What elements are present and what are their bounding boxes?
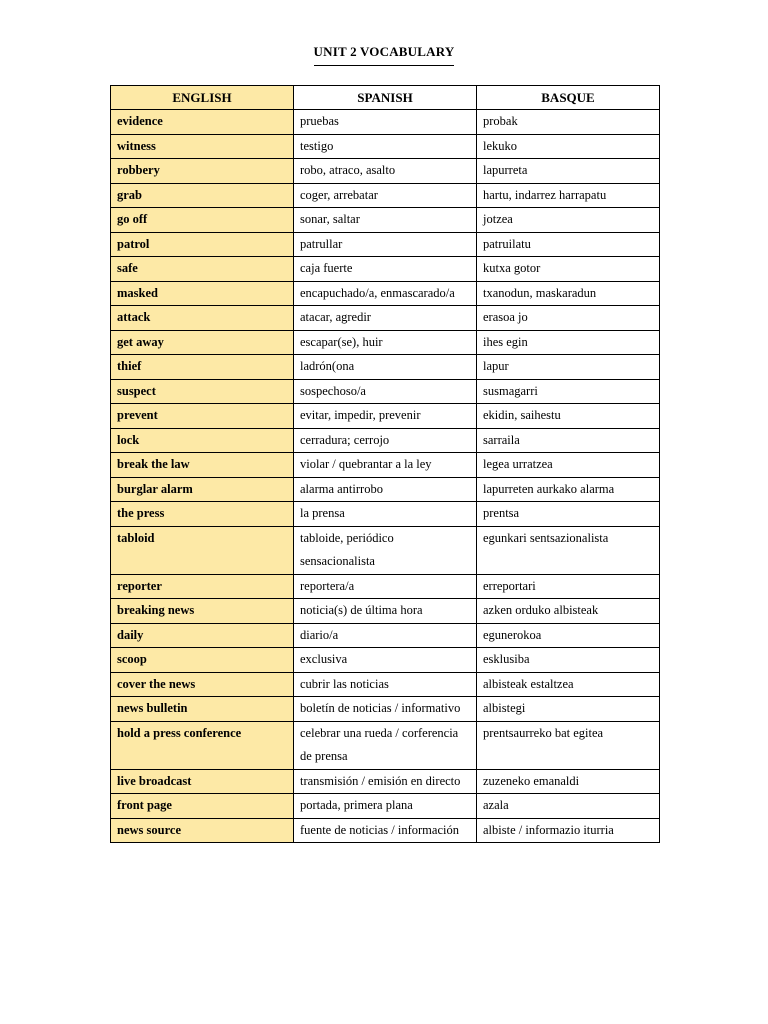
table-row xyxy=(111,404,660,429)
english-term: evidence xyxy=(111,110,294,135)
table-row xyxy=(111,183,660,208)
spanish-term: ladrón(ona xyxy=(294,355,477,380)
basque-term: zuzeneko emanaldi xyxy=(477,769,660,794)
spanish-term: la prensa xyxy=(294,502,477,527)
basque-term: txanodun, maskaradun xyxy=(477,281,660,306)
table-row xyxy=(111,794,660,819)
basque-term: ekidin, saihestu xyxy=(477,404,660,429)
spanish-term: boletín de noticias / informativo xyxy=(294,697,477,722)
spanish-term: sospechoso/a xyxy=(294,379,477,404)
basque-term: kutxa gotor xyxy=(477,257,660,282)
vocabulary-table xyxy=(110,85,660,843)
spanish-term: encapuchado/a, enmascarado/a xyxy=(294,281,477,306)
spanish-term: escapar(se), huir xyxy=(294,330,477,355)
spanish-term: patrullar xyxy=(294,232,477,257)
table-row xyxy=(111,330,660,355)
table-row xyxy=(111,159,660,184)
spanish-term: testigo xyxy=(294,134,477,159)
english-term: attack xyxy=(111,306,294,331)
basque-term: patruilatu xyxy=(477,232,660,257)
spanish-term: sonar, saltar xyxy=(294,208,477,233)
english-term: get away xyxy=(111,330,294,355)
page-title-text: UNIT 2 VOCABULARY xyxy=(314,44,455,66)
basque-term: probak xyxy=(477,110,660,135)
english-term: robbery xyxy=(111,159,294,184)
basque-term: erasoa jo xyxy=(477,306,660,331)
english-term: the press xyxy=(111,502,294,527)
table-row xyxy=(111,477,660,502)
header-basque: BASQUE xyxy=(477,86,660,110)
english-term: grab xyxy=(111,183,294,208)
table-row xyxy=(111,306,660,331)
basque-term: hartu, indarrez harrapatu xyxy=(477,183,660,208)
table-row xyxy=(111,818,660,843)
english-term: witness xyxy=(111,134,294,159)
table-row xyxy=(111,257,660,282)
basque-term: lapur xyxy=(477,355,660,380)
english-term: breaking news xyxy=(111,599,294,624)
english-term: patrol xyxy=(111,232,294,257)
header-row xyxy=(111,86,660,110)
table-row xyxy=(111,379,660,404)
english-term: thief xyxy=(111,355,294,380)
english-term: burglar alarm xyxy=(111,477,294,502)
table-row xyxy=(111,672,660,697)
english-term: daily xyxy=(111,623,294,648)
table-row xyxy=(111,502,660,527)
basque-term: albisteak estaltzea xyxy=(477,672,660,697)
english-term: news bulletin xyxy=(111,697,294,722)
basque-term: ihes egin xyxy=(477,330,660,355)
spanish-term: violar / quebrantar a la ley xyxy=(294,453,477,478)
table-row xyxy=(111,721,660,769)
english-term: safe xyxy=(111,257,294,282)
basque-term: prentsaurreko bat egitea xyxy=(477,721,660,769)
spanish-term: diario/a xyxy=(294,623,477,648)
basque-term: prentsa xyxy=(477,502,660,527)
english-term: cover the news xyxy=(111,672,294,697)
english-term: front page xyxy=(111,794,294,819)
spanish-term: celebrar una rueda / corferencia de prensa xyxy=(294,721,477,769)
table-row xyxy=(111,355,660,380)
basque-term: jotzea xyxy=(477,208,660,233)
basque-term: egunkari sentsazionalista xyxy=(477,526,660,574)
english-term: suspect xyxy=(111,379,294,404)
basque-term: lapurreten aurkako alarma xyxy=(477,477,660,502)
table-row xyxy=(111,599,660,624)
basque-term: legea urratzea xyxy=(477,453,660,478)
spanish-term: alarma antirrobo xyxy=(294,477,477,502)
english-term: news source xyxy=(111,818,294,843)
basque-term: azken orduko albisteak xyxy=(477,599,660,624)
basque-term: albiste / informazio iturria xyxy=(477,818,660,843)
english-term: tabloid xyxy=(111,526,294,574)
table-row xyxy=(111,134,660,159)
english-term: masked xyxy=(111,281,294,306)
spanish-term: evitar, impedir, prevenir xyxy=(294,404,477,429)
table-row xyxy=(111,648,660,673)
basque-term: lapurreta xyxy=(477,159,660,184)
english-term: break the law xyxy=(111,453,294,478)
english-term: prevent xyxy=(111,404,294,429)
basque-term: susmagarri xyxy=(477,379,660,404)
basque-term: lekuko xyxy=(477,134,660,159)
spanish-term: cubrir las noticias xyxy=(294,672,477,697)
basque-term: azala xyxy=(477,794,660,819)
basque-term: albistegi xyxy=(477,697,660,722)
spanish-term: caja fuerte xyxy=(294,257,477,282)
page-title xyxy=(0,44,768,66)
spanish-term: reportera/a xyxy=(294,574,477,599)
spanish-term: transmisión / emisión en directo xyxy=(294,769,477,794)
spanish-term: exclusiva xyxy=(294,648,477,673)
table-row xyxy=(111,623,660,648)
spanish-term: robo, atraco, asalto xyxy=(294,159,477,184)
english-term: scoop xyxy=(111,648,294,673)
header-english: ENGLISH xyxy=(111,86,294,110)
english-term: lock xyxy=(111,428,294,453)
english-term: live broadcast xyxy=(111,769,294,794)
table-row xyxy=(111,208,660,233)
table-row xyxy=(111,697,660,722)
basque-term: erreportari xyxy=(477,574,660,599)
table-row xyxy=(111,574,660,599)
english-term: go off xyxy=(111,208,294,233)
spanish-term: pruebas xyxy=(294,110,477,135)
english-term: hold a press conference xyxy=(111,721,294,769)
header-spanish: SPANISH xyxy=(294,86,477,110)
basque-term: esklusiba xyxy=(477,648,660,673)
table-row xyxy=(111,281,660,306)
spanish-term: fuente de noticias / información xyxy=(294,818,477,843)
spanish-term: portada, primera plana xyxy=(294,794,477,819)
table-row xyxy=(111,526,660,574)
spanish-term: noticia(s) de última hora xyxy=(294,599,477,624)
table-row xyxy=(111,232,660,257)
table-row xyxy=(111,769,660,794)
english-term: reporter xyxy=(111,574,294,599)
spanish-term: coger, arrebatar xyxy=(294,183,477,208)
table-row xyxy=(111,453,660,478)
spanish-term: cerradura; cerrojo xyxy=(294,428,477,453)
basque-term: sarraila xyxy=(477,428,660,453)
spanish-term: atacar, agredir xyxy=(294,306,477,331)
table-row xyxy=(111,110,660,135)
vocabulary-rows xyxy=(111,110,660,843)
basque-term: egunerokoa xyxy=(477,623,660,648)
spanish-term: tabloide, periódico sensacionalista xyxy=(294,526,477,574)
table-row xyxy=(111,428,660,453)
